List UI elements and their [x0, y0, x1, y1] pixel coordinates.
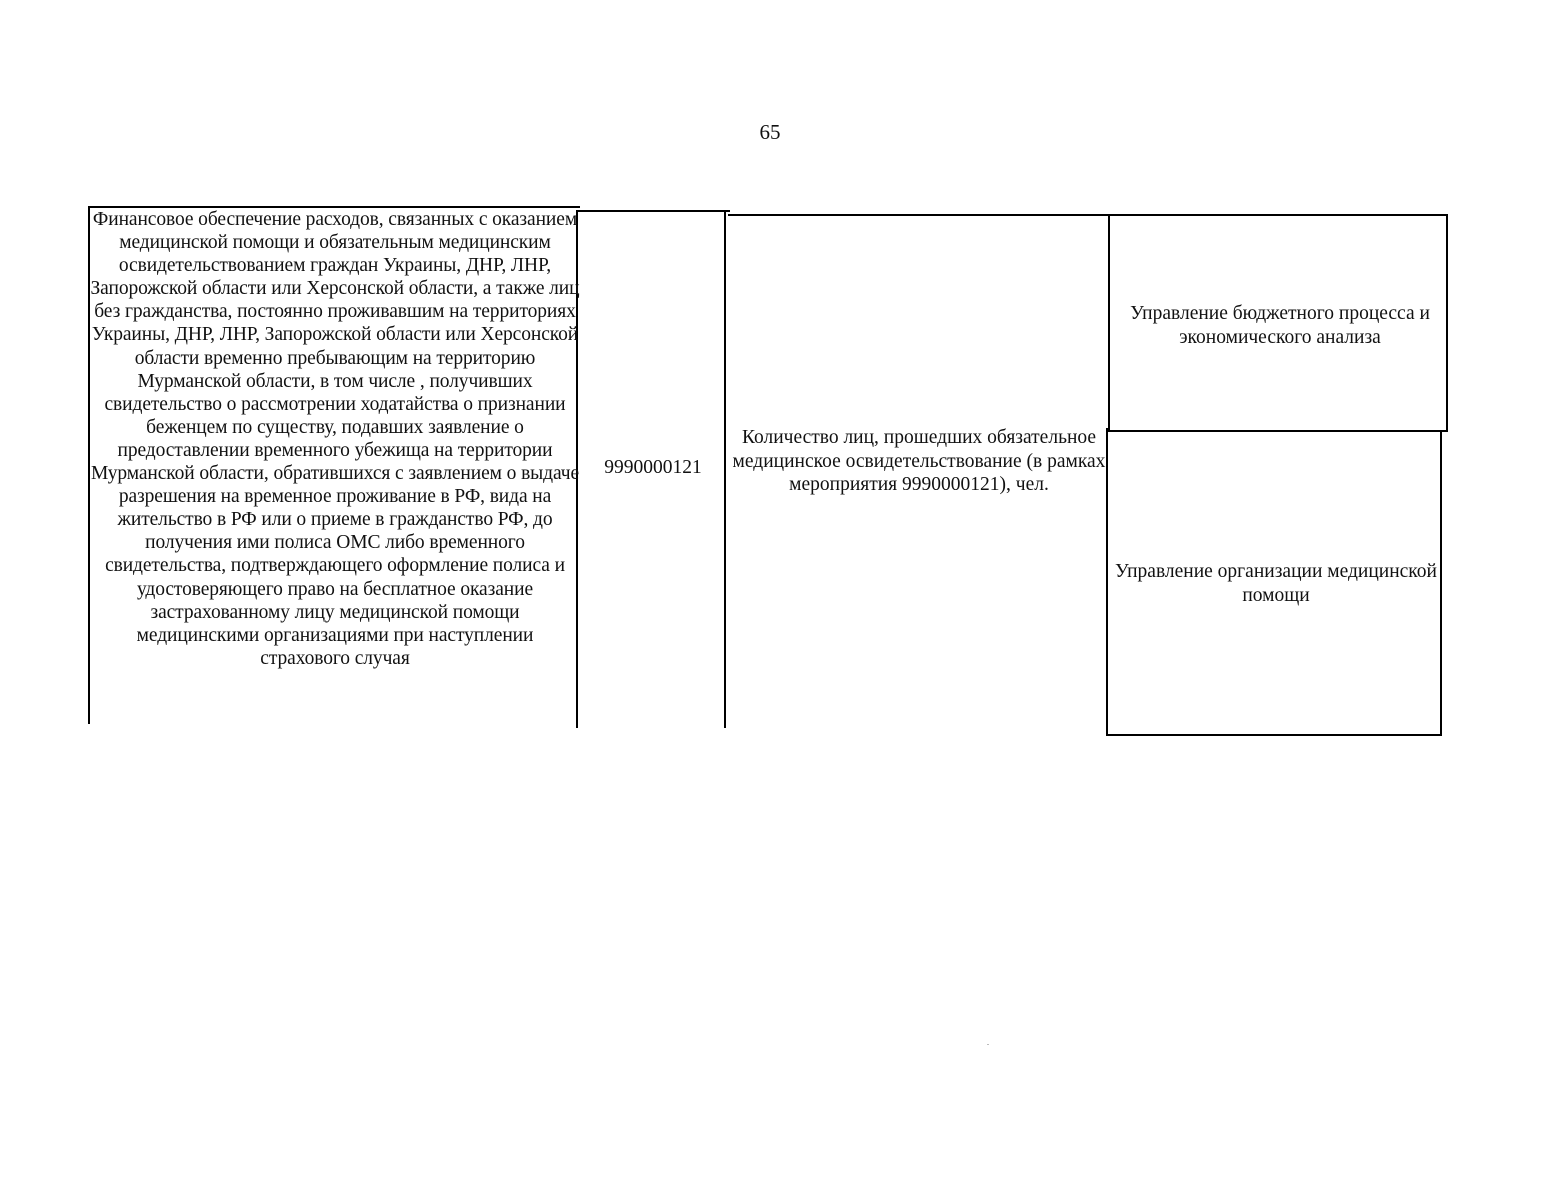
- responsible-bottom-border: [1106, 734, 1442, 736]
- page-number: 65: [759, 120, 781, 144]
- responsible-cell-medical: Управление организации медицинской помощи: [1115, 561, 1437, 606]
- responsible-row-divider: [1108, 430, 1446, 432]
- table-border-top-mid: [578, 210, 730, 212]
- purpose-cell: Финансовое обеспечение расходов, связанных с оказанием медицинской помощи и обязательным медицинским освидетельствованием граждан Украины, ДНР, ЛНР, Запорожской области или Херсонской области, а также лиц без гражданства, постоянно проживавшим на территориях Украины, ДНР, ЛНР, Запорожской области или Херсонской области временно пребывающим на территорию Мурманской области, в том числе , получивших свидетельство о рассмотрении ходатайства о признании беженцем по существу, подавших заявление о предоставлении временного убежища на территории Мурманской области, обратившихся с заявлением о выдаче разрешения на временное проживание в РФ, вида на жительство в РФ или о приеме в гражданство РФ, до получения ими полиса ОМС либо временного свидетельства, подтверждающего оформление полиса и удостоверяющего право на бесплатное оказание застрахованному лицу медицинской помощи медицинскими организациями при наступлении страхового случая: [90, 209, 580, 669]
- responsible-cell-budget: Управление бюджетного процесса и экономического анализа: [1130, 303, 1430, 348]
- indicator-cell: Количество лиц, прошедших обязательное медицинское освидетельствование (в рамках мероприятия 9990000121), чел.: [732, 427, 1106, 496]
- code-cell: 9990000121: [604, 457, 702, 478]
- scan-speck: [987, 1044, 989, 1045]
- table-border-top-right: [728, 214, 1448, 216]
